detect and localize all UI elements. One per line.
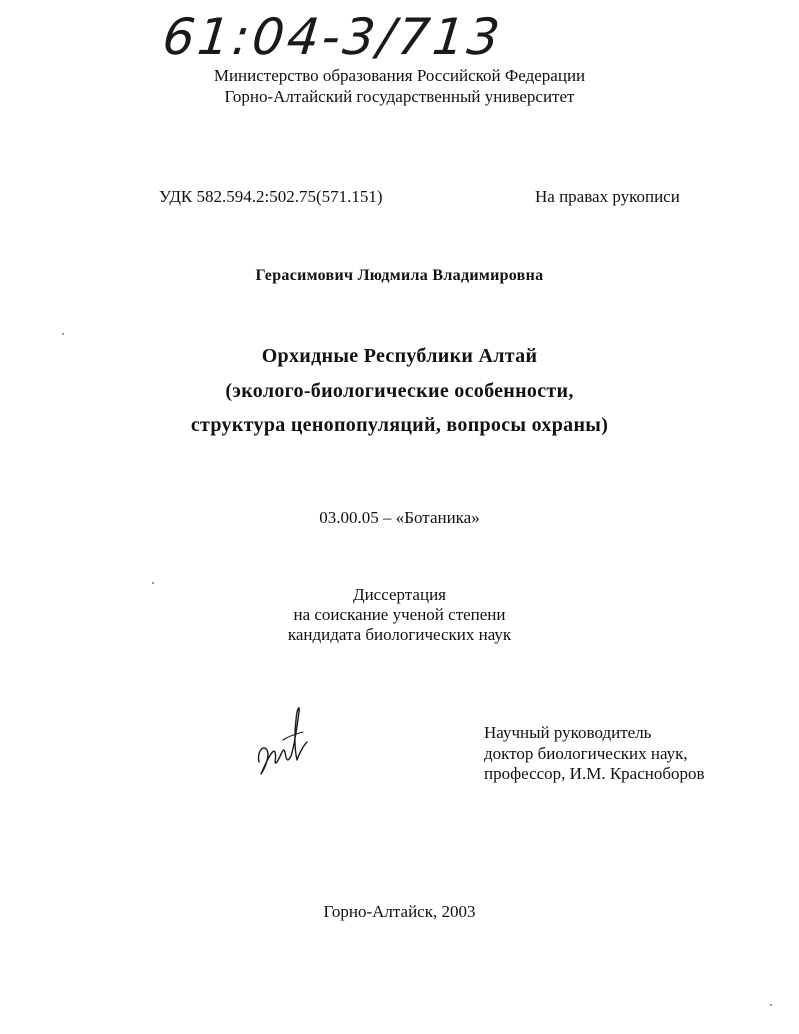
specialty-code: 03.00.05 – «Ботаника»	[319, 508, 480, 527]
manuscript-note: На правах рукописи	[535, 187, 680, 206]
author-name: Герасимович Людмила Владимировна	[255, 267, 544, 284]
handwritten-signature	[253, 700, 313, 778]
supervisor-line-3: профессор, И.М. Красноборов	[484, 764, 705, 783]
scan-speck	[770, 1004, 772, 1006]
handwritten-stamp-number: 61:04-3/713	[159, 8, 506, 66]
title-line-3: структура ценопопуляций, вопросы охраны)	[190, 414, 609, 436]
scan-speck	[152, 582, 154, 584]
degree-line-3: кандидата биологических наук	[287, 625, 512, 644]
title-line-1: Орхидные Республики Алтай	[261, 345, 538, 367]
city-year: Горно-Алтайск, 2003	[323, 902, 476, 921]
udc-code: УДК 582.594.2:502.75(571.151)	[159, 187, 383, 206]
supervisor-line-1: Научный руководитель	[484, 723, 652, 742]
degree-line-1: Диссертация	[352, 585, 446, 604]
degree-line-2: на соискание ученой степени	[293, 605, 506, 624]
university-name: Горно-Алтайский государственный университет	[224, 87, 575, 106]
title-line-2: (эколого-биологические особенности,	[225, 380, 574, 402]
supervisor-line-2: доктор биологических наук,	[484, 744, 688, 763]
ministry-name: Министерство образования Российской Федерации	[213, 66, 586, 85]
scan-speck	[62, 333, 64, 335]
